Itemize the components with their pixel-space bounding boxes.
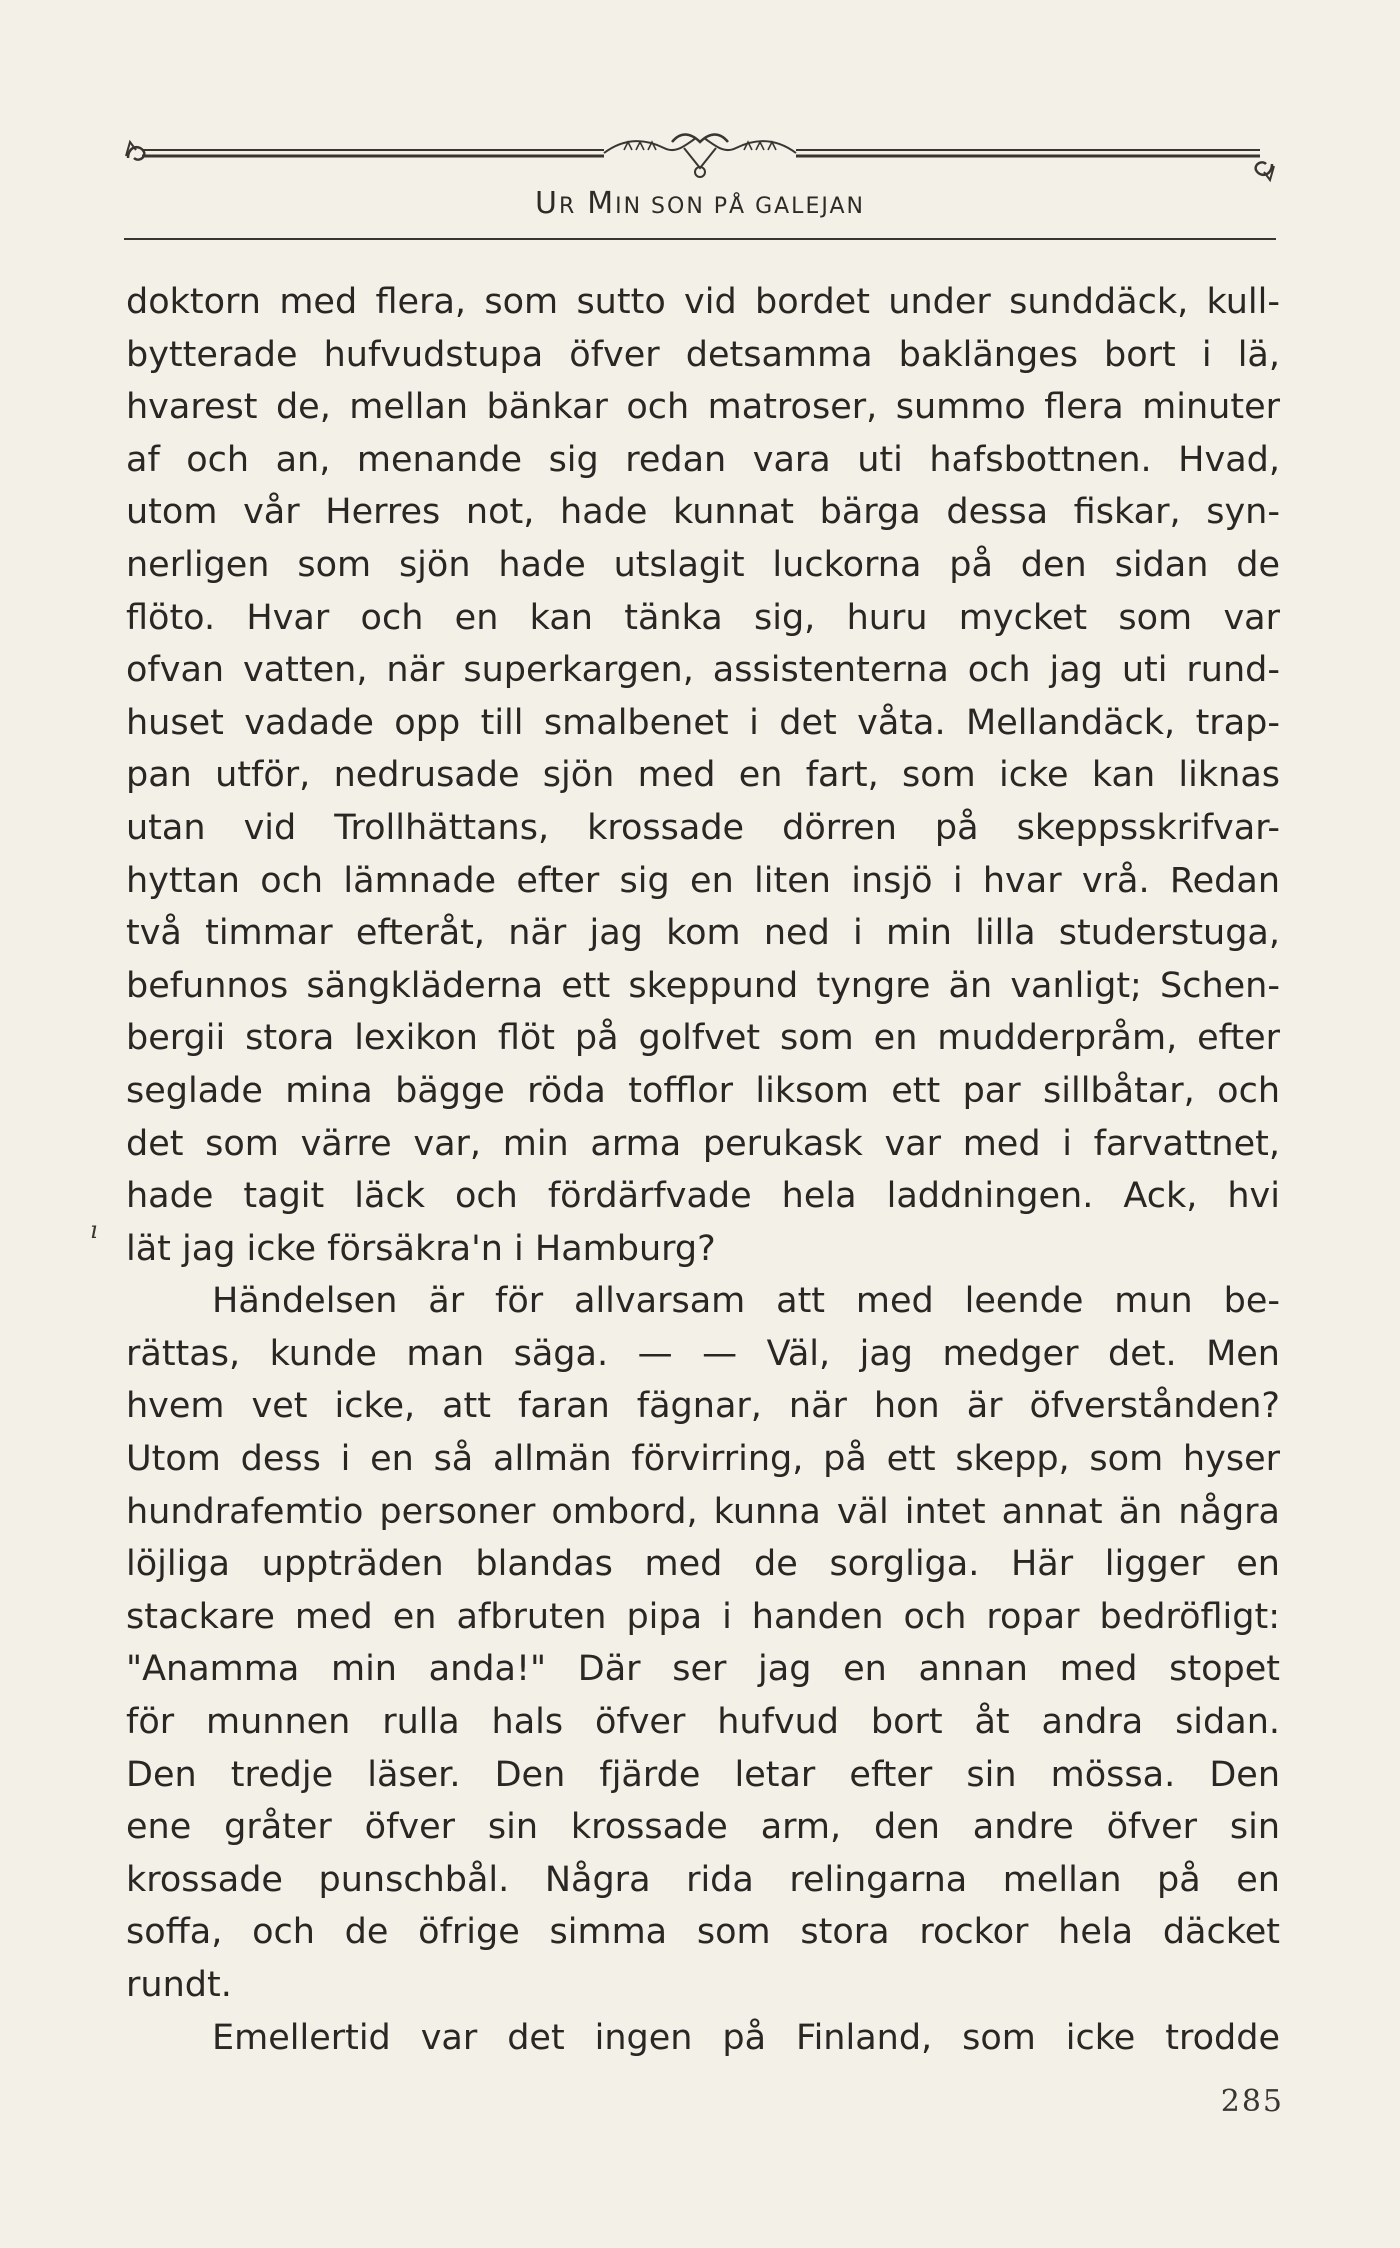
text-line: Den tredje läser. Den fjärde letar efter sin mössa. Den [126,1754,1280,1795]
text-line: befunnos sängkläderna ett skeppund tyngre än vanligt; Schen- [126,965,1280,1006]
text-line: seglade mina bägge röda tofflor liksom ett par sillbåtar, och [126,1070,1280,1111]
text-line: Händelsen är för allvarsam att med leende mun be- [212,1281,1280,1322]
text-line: stackare med en afbruten pipa i handen och ropar bedröfligt: [126,1596,1280,1637]
text-line: pan utför, nedrusade sjön med en fart, som icke kan liknas [126,755,1280,796]
text-line: hyttan och lämnade efter sig en liten insjö i hvar vrå. Redan [126,860,1280,901]
text-line: bytterade hufvudstupa öfver detsamma baklänges bort i lä, [126,334,1280,375]
text-line: Emellertid var det ingen på Finland, som icke trodde [212,2017,1280,2058]
text-line: ofvan vatten, när superkargen, assistenterna och jag uti rund- [126,650,1280,691]
page-number: 285 [1220,2084,1284,2119]
margin-mark: ı [90,1216,98,1244]
text-line: rättas, kunde man säga. — — Väl, jag medger det. Men [126,1333,1280,1374]
text-line: Utom dess i en så allmän förvirring, på ett skepp, som hyser [126,1439,1280,1480]
text-line: krossade punschbål. Några rida relingarna mellan på en [126,1859,1280,1900]
text-line: för munnen rulla hals öfver hufvud bort åt andra sidan. [126,1702,1280,1743]
text-line: "Anamma min anda!" Där ser jag en annan med stopet [126,1649,1280,1690]
decorative-header-ornament-icon [124,128,1276,192]
text-line: hvem vet icke, att faran fägnar, när hon är öfverstånden? [126,1386,1280,1427]
text-line: af och an, menande sig redan vara uti hafsbottnen. Hvad, [126,439,1280,480]
text-line: huset vadade opp till smalbenet i det våta. Mellandäck, trap- [126,702,1280,743]
running-head: UR MIN SON PÅ GALEJAN [535,186,865,221]
text-line: två timmar efteråt, när jag kom ned i min lilla studerstuga, [126,913,1280,954]
text-line: ene gråter öfver sin krossade arm, den andre öfver sin [126,1807,1280,1848]
text-line: bergii stora lexikon flöt på golfvet som en mudderpråm, efter [126,1018,1280,1059]
text-line: utan vid Trollhättans, krossade dörren på skeppsskrifvar- [126,807,1280,848]
text-line: flöto. Hvar och en kan tänka sig, huru mycket som var [126,597,1280,638]
body-text [126,276,1280,2064]
text-line: hundrafemtio personer ombord, kunna väl intet annat än några [126,1491,1280,1532]
text-line: lät jag icke försäkra'n i Hamburg? [126,1228,716,1269]
text-line: löjliga uppträden blandas med de sorgliga. Här ligger en [126,1544,1280,1585]
text-line: det som värre var, min arma perukask var med i farvattnet, [126,1123,1280,1164]
text-line: utom vår Herres not, hade kunnat bärga dessa fiskar, syn- [126,492,1280,533]
header-rule [124,238,1276,240]
text-line: soffa, och de öfrige simma som stora rockor hela däcket [126,1912,1280,1953]
text-line: doktorn med flera, som sutto vid bordet under sunddäck, kull- [126,282,1280,322]
text-line: rundt. [126,1965,232,2005]
text-line: hade tagit läck och fördärfvade hela laddningen. Ack, hvi [126,1176,1280,1217]
text-line: nerligen som sjön hade utslagit luckorna på den sidan de [126,544,1280,585]
text-line: hvarest de, mellan bänkar och matroser, summo flera minuter [126,387,1280,428]
